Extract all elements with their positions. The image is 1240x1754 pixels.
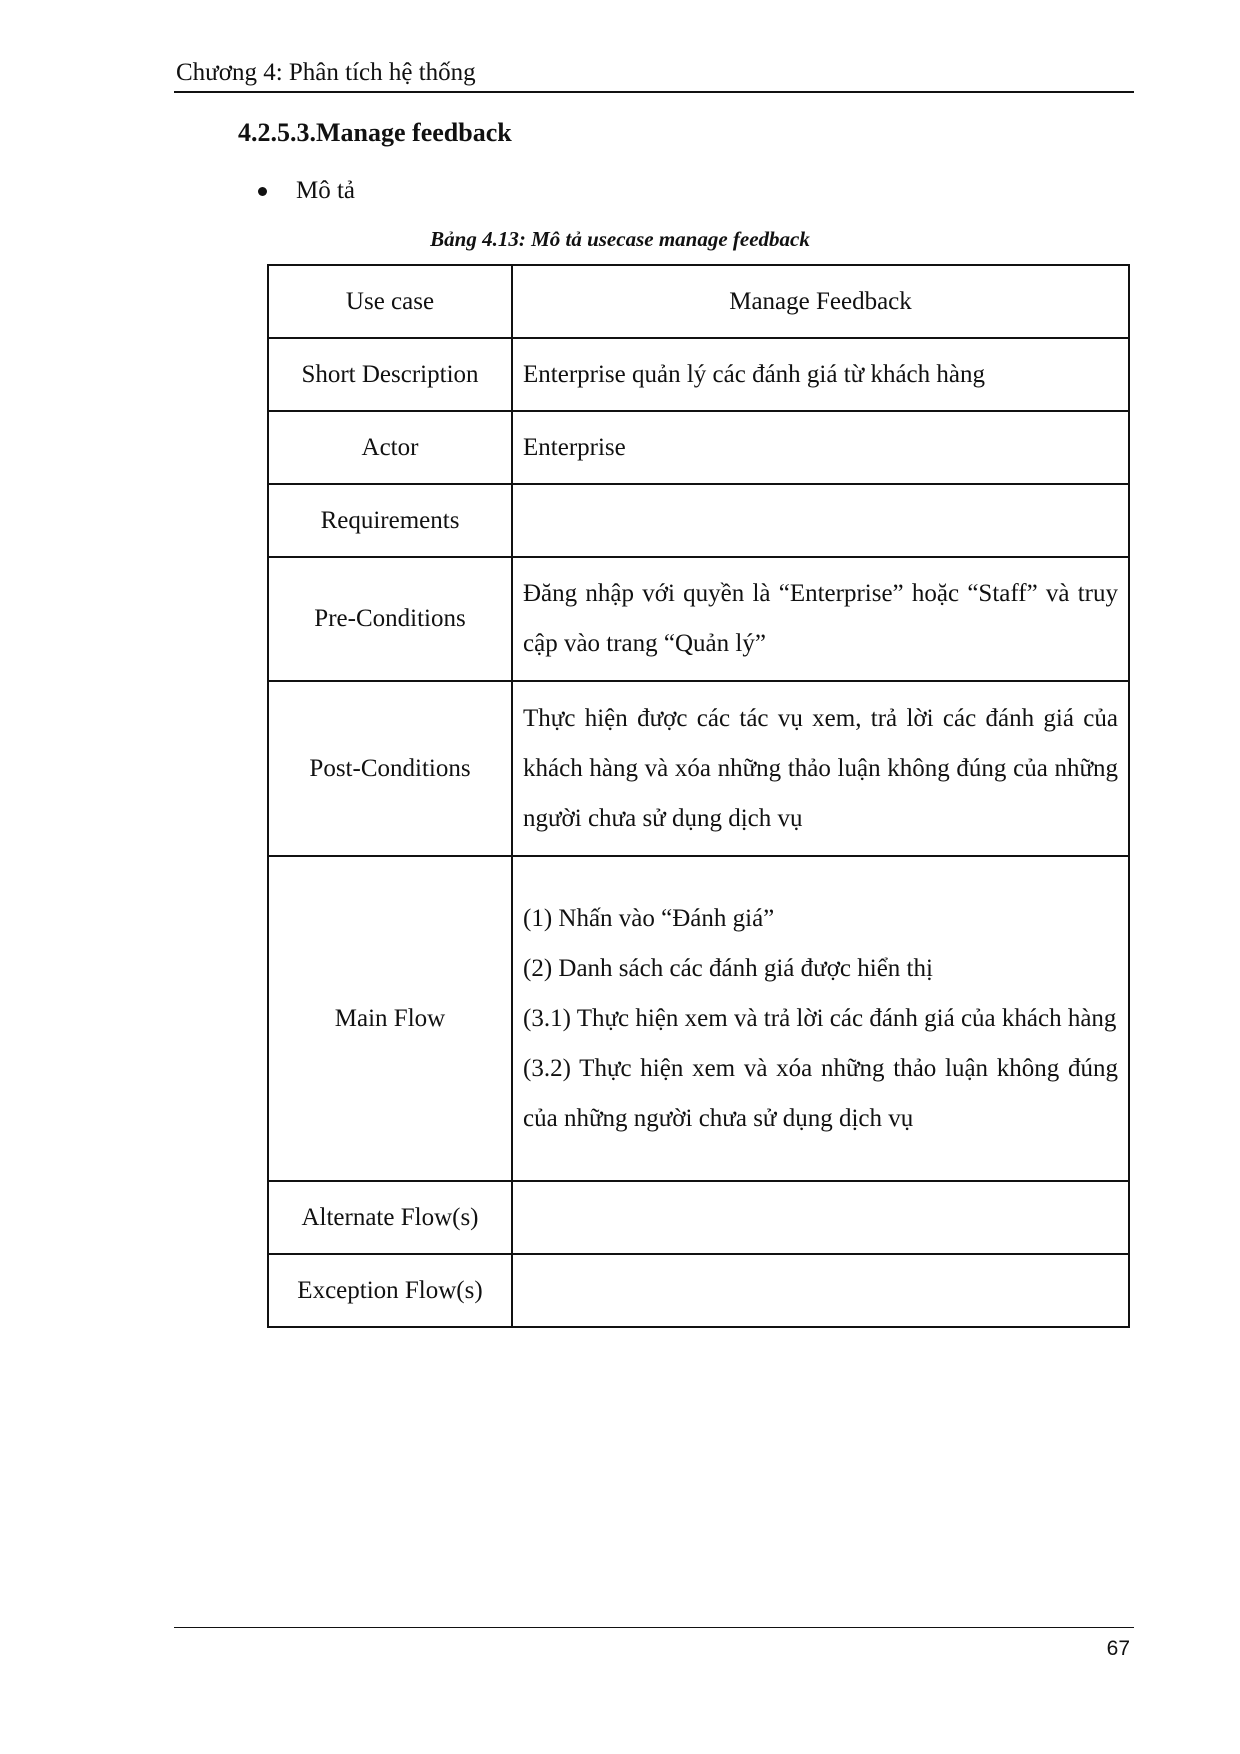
table-caption: Bảng 4.13: Mô tả usecase manage feedback [430, 227, 810, 251]
row-label: Short Description [268, 338, 512, 411]
row-label: Requirements [268, 484, 512, 557]
main-flow-step: (3.2) Thực hiện xem và xóa những thảo luận không đúng của những người chưa sử dụng dịch vụ [523, 1054, 1118, 1132]
row-label: Use case [268, 265, 512, 338]
row-short-description [268, 338, 1129, 411]
footer-divider [174, 1627, 1134, 1628]
row-value [512, 338, 1129, 411]
row-use-case [268, 265, 1129, 338]
bullet-item [258, 174, 355, 208]
row-requirements [268, 484, 1129, 557]
row-alternate-flows [268, 1181, 1129, 1254]
row-label: Main Flow [268, 856, 512, 1181]
row-value-line: Thực hiện được các tác vụ xem, trả lời các đánh giá của khách hàng và xóa những thảo luận không đúng của những người chưa sử dụng dịch vụ [523, 704, 1118, 832]
header-divider [174, 91, 1134, 93]
row-value [512, 557, 1129, 681]
row-main-flow [268, 856, 1129, 1181]
row-value-line: Manage Feedback [729, 287, 912, 315]
row-exception-flows [268, 1254, 1129, 1327]
row-value [512, 1181, 1129, 1254]
bullet-dot-icon [258, 187, 267, 196]
row-value [512, 681, 1129, 856]
running-header: Chương 4: Phân tích hệ thống [176, 59, 476, 86]
row-label: Pre-Conditions [268, 557, 512, 681]
row-value-line: Enterprise [523, 433, 626, 461]
row-label: Actor [268, 411, 512, 484]
usecase-table [267, 264, 1130, 1328]
main-flow-step: (1) Nhấn vào “Đánh giá” [523, 904, 775, 932]
main-flow-step: (2) Danh sách các đánh giá được hiển thị [523, 954, 933, 982]
row-label: Alternate Flow(s) [268, 1181, 512, 1254]
main-flow-step: (3.1) Thực hiện xem và trả lời các đánh giá của khách hàng [523, 1004, 1117, 1032]
bullet-label: Mô tả [296, 177, 356, 204]
row-post-conditions [268, 681, 1129, 856]
row-pre-conditions [268, 557, 1129, 681]
row-value-line: Đăng nhập với quyền là “Enterprise” hoặc “Staff” và truy cập vào trang “Quản lý” [523, 580, 1118, 657]
row-value [512, 265, 1129, 338]
row-value [512, 411, 1129, 484]
row-actor [268, 411, 1129, 484]
row-value [512, 1254, 1129, 1327]
row-value [512, 484, 1129, 557]
row-value-line: Enterprise quản lý các đánh giá từ khách hàng [523, 360, 985, 388]
row-label: Exception Flow(s) [268, 1254, 512, 1327]
section-heading: 4.2.5.3.Manage feedback [238, 118, 512, 147]
page-number: 67 [1106, 1637, 1130, 1660]
row-value [512, 856, 1129, 1181]
row-label: Post-Conditions [268, 681, 512, 856]
